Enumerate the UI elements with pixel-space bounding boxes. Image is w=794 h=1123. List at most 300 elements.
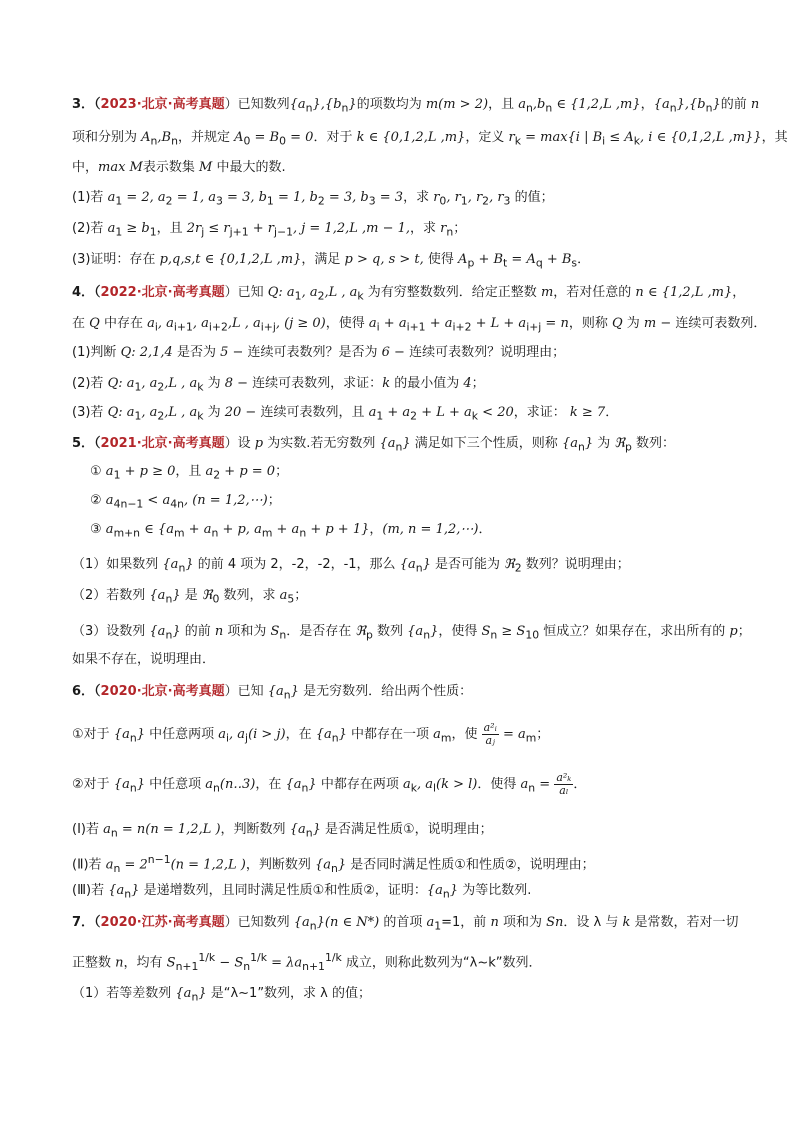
text-run: ，: [369, 522, 383, 537]
math-text: {a: [108, 883, 125, 898]
text-run: ．是否存在: [286, 624, 356, 639]
text-run: 在: [72, 316, 90, 331]
math-text: = 3, b: [324, 190, 369, 205]
text-run: ，且: [156, 221, 187, 236]
question-source: 2020·江苏·高考真题: [100, 915, 225, 930]
text-run: 满足如下三个性质，则称: [410, 436, 562, 451]
math-text: , r: [489, 190, 504, 205]
math-text: = 2: [120, 857, 148, 873]
text-run: (Ⅱ)若: [72, 857, 106, 873]
math-text: }: [136, 727, 145, 742]
math-text: ,L , a: [164, 376, 198, 391]
math-text: {a: [314, 857, 332, 873]
text-run: 中，: [72, 160, 99, 175]
q5-line-7: [72, 624, 751, 644]
text-run: 数列：: [631, 436, 675, 451]
math-text: p,q,s,t ∈ {0,1,2,L ,m}: [159, 252, 302, 267]
math-text: = 3, b: [222, 190, 267, 205]
text-run: 是否为: [172, 345, 221, 360]
q3-line-4: [72, 190, 742, 210]
math-text: r: [440, 221, 447, 236]
q4-line-3: [72, 345, 742, 361]
math-text: {a: [426, 883, 443, 898]
math-text: {a: [289, 822, 306, 837]
text-run: （2）若数列: [72, 588, 150, 603]
math-text: n: [124, 887, 132, 901]
math-text: t: [503, 256, 508, 270]
math-text: m: [440, 731, 452, 745]
math-text: 1: [460, 194, 468, 208]
math-text: Q: 2,1,4: [120, 345, 173, 360]
math-text: a: [426, 915, 435, 930]
math-text: 8 −: [224, 376, 249, 391]
math-text: n: [545, 101, 553, 115]
q6-line-6: [72, 883, 742, 903]
q3-line-5: [72, 221, 742, 241]
math-text: ,L , a: [227, 316, 261, 331]
math-text: < 20: [478, 405, 514, 420]
text-run: 数列，求: [219, 588, 280, 603]
text-run: ，使: [451, 727, 482, 742]
text-run: ）已知数列: [224, 97, 290, 112]
text-run: (2)若: [72, 376, 108, 391]
math-text: n: [490, 628, 498, 642]
math-text: i: [376, 320, 380, 334]
text-run: 是无穷数列．给出两个性质：: [298, 684, 473, 699]
text-run: 连续可表数列？是否为: [243, 345, 382, 360]
math-text: 2: [165, 194, 173, 208]
text-run: ，判断数列: [220, 822, 290, 837]
math-text: n: [211, 526, 219, 540]
text-run: ；: [471, 376, 485, 391]
math-text: {a: [407, 624, 424, 639]
fraction: $\frac{\text{a²ᵢ}}{\text{aⱼ}}$: [483, 721, 497, 747]
math-text: n: [528, 781, 536, 795]
math-text: m: [173, 526, 185, 540]
math-text: , r: [467, 190, 483, 205]
text-run: ，: [732, 285, 746, 300]
text-run: 是“λ~1”数列，求 λ 的值；: [206, 986, 372, 1001]
text-run: 中任意项: [144, 777, 206, 792]
text-run: (3)证明：存在: [72, 252, 160, 267]
math-text: a: [105, 857, 114, 873]
math-text: 4: [463, 376, 472, 391]
question-source: 2020·北京·高考真题: [100, 684, 225, 699]
fraction: $\frac{\text{a²ₖ}}{\text{aₗ}}$: [556, 771, 572, 797]
math-text: n: [279, 628, 287, 642]
math-text: r: [508, 130, 515, 145]
q5-line-1: [72, 436, 742, 456]
q7-line-2: [72, 950, 742, 975]
text-run: 6．（: [72, 684, 101, 699]
math-text: m+n: [113, 526, 141, 540]
q6-line-1: [72, 684, 742, 704]
text-run: 成立，则称此数列为“λ~k”数列．: [341, 955, 542, 971]
math-text: + a: [379, 316, 407, 331]
text-run: ；: [536, 727, 550, 742]
q4-line-4: [72, 376, 742, 396]
math-text: A: [458, 252, 468, 267]
math-text: {a: [149, 588, 166, 603]
math-text: k: [471, 409, 479, 423]
math-text: + B: [474, 252, 504, 267]
math-text: (n = 1,2,L ): [170, 857, 246, 873]
math-text: }: [338, 727, 347, 742]
math-text: }: [312, 822, 321, 837]
math-text: 3: [503, 194, 511, 208]
text-run: 7．（: [72, 915, 101, 930]
math-text: }: [290, 684, 299, 699]
math-text: + a: [425, 316, 453, 331]
text-run: 是否满足性质①，说明理由；: [320, 822, 493, 837]
math-text: ,B: [157, 130, 172, 145]
text-run: ②对于: [72, 777, 114, 792]
math-text: 1: [134, 409, 142, 423]
math-text: i: [602, 134, 606, 148]
math-text: n: [299, 526, 307, 540]
text-run: 的前 4 项为 2，-2，-2，-1，那么: [193, 557, 400, 572]
text-run: ，均有: [123, 955, 167, 971]
math-text: {a: [293, 915, 310, 930]
text-run: ．: [478, 522, 492, 537]
math-text: ≥ S: [497, 624, 526, 639]
math-text: i+2: [208, 320, 228, 334]
math-text: + B: [542, 252, 572, 267]
math-text: n: [341, 101, 349, 115]
text-run: 中任意两项: [144, 727, 219, 742]
math-text: 5: [287, 592, 295, 606]
text-run: 中最大的数.: [212, 160, 286, 175]
math-text: p: [624, 440, 632, 454]
math-text: < a: [143, 493, 171, 508]
text-run: 中都存在两项: [316, 777, 403, 792]
math-text: 3: [368, 194, 376, 208]
math-text: + a: [383, 405, 411, 420]
math-text: , (j ≥ 0): [275, 316, 326, 331]
text-run: 的值；: [510, 190, 554, 205]
text-run: ）已知: [224, 684, 268, 699]
math-text: j−1: [273, 225, 293, 239]
text-run: ．: [605, 405, 619, 420]
math-text: n: [113, 861, 121, 875]
q5-line-3: [90, 493, 760, 513]
text-run: ，则称: [568, 316, 612, 331]
math-text: 0: [439, 194, 447, 208]
math-text: n: [750, 97, 760, 112]
math-text: n: [669, 101, 677, 115]
math-text: 1/k: [324, 951, 342, 964]
math-text: 2: [157, 409, 165, 423]
math-text: max M: [98, 160, 143, 175]
text-run: (Ⅲ)若: [72, 883, 109, 898]
math-text: ,b: [532, 97, 546, 112]
math-text: n: [442, 887, 450, 901]
math-text: n: [129, 781, 137, 795]
math-text: n+1: [175, 959, 199, 973]
math-text: }: [136, 777, 145, 792]
math-text: p: [254, 436, 264, 451]
math-text: }: [198, 986, 207, 1001]
math-text: a: [107, 221, 116, 236]
math-text: m: [525, 731, 537, 745]
text-run: ，: [640, 97, 654, 112]
text-run: 的最小值为: [390, 376, 464, 391]
math-text: {a: [267, 684, 284, 699]
math-text: n: [191, 990, 199, 1004]
math-text: Q: [89, 316, 100, 331]
text-run: ；: [267, 493, 281, 508]
math-text: i+2: [452, 320, 472, 334]
text-run: ，判断数列: [245, 857, 315, 873]
math-text: (m, n = 1,2,⋯): [382, 522, 479, 537]
math-text: i+j: [260, 320, 276, 334]
math-text: = B: [250, 130, 280, 145]
math-text: (i > j): [248, 727, 286, 742]
math-text: ∈ {a: [140, 522, 174, 537]
text-run: ，并规定: [177, 130, 235, 145]
q3-line-6: [72, 252, 742, 272]
text-run: 连续可表数列，且: [256, 405, 369, 420]
math-text: {a: [113, 777, 130, 792]
math-text: 2r: [186, 221, 202, 236]
math-text: a: [205, 777, 214, 792]
question-source: 2022·北京·高考真题: [100, 285, 225, 300]
text-run: ②: [90, 493, 106, 508]
q4-line-1: [72, 285, 746, 305]
math-text: , a: [192, 316, 209, 331]
text-run: 是否同时满足性质①和性质②，说明理由；: [346, 857, 595, 873]
math-text: , a: [301, 285, 318, 300]
text-run: (3)若: [72, 405, 108, 420]
math-text: 10: [525, 628, 540, 642]
math-text: Q: a: [267, 285, 295, 300]
text-run: 3．（: [72, 97, 101, 112]
math-text: n: [423, 628, 431, 642]
math-text: k ≥ 7: [569, 405, 606, 420]
math-text: a: [205, 464, 214, 479]
math-text: n+1: [302, 959, 325, 973]
text-run: （3）设数列: [72, 624, 150, 639]
math-text: ℜ: [201, 588, 213, 603]
math-text: a: [518, 97, 526, 112]
math-text: + p + 1}: [306, 522, 370, 537]
text-run: 使得: [423, 252, 459, 267]
text-run: ；: [294, 588, 308, 603]
math-text: k: [197, 380, 204, 394]
math-text: }: [172, 624, 181, 639]
math-text: }: [422, 557, 431, 572]
q5-line-8: [72, 652, 742, 668]
math-text: p: [467, 256, 475, 270]
text-run: ）设: [224, 436, 255, 451]
math-text: , r: [446, 190, 461, 205]
math-text: 0: [279, 134, 286, 148]
math-text: n: [213, 781, 220, 795]
text-run: 是: [180, 588, 202, 603]
math-text: a: [279, 588, 288, 603]
math-text: k: [197, 409, 204, 423]
text-run: 为: [203, 376, 225, 391]
math-text: n: [525, 101, 533, 115]
text-run: ；: [275, 464, 289, 479]
math-text: ≥ b: [122, 221, 150, 236]
math-text: i+1: [406, 320, 426, 334]
math-text: }: [172, 588, 181, 603]
math-text: 20 −: [224, 405, 257, 420]
math-text: + p ≥ 0: [120, 464, 176, 479]
text-run: ，其: [761, 130, 788, 145]
math-text: , a: [141, 405, 158, 420]
q5-line-5: [72, 557, 742, 577]
math-text: a: [105, 493, 114, 508]
math-text: = n: [541, 316, 569, 331]
math-text: i: [226, 731, 230, 745]
text-run: ，定义: [465, 130, 509, 145]
math-text: n: [415, 561, 423, 575]
math-text: },{b: [676, 97, 706, 112]
text-run: (1)若: [72, 190, 108, 205]
math-text: ℜ: [614, 436, 625, 451]
math-text: n: [305, 826, 313, 840]
text-run: 为: [203, 405, 225, 420]
math-text: , (n = 1,2,⋯): [183, 493, 268, 508]
math-text: p: [366, 628, 373, 642]
math-text: a: [402, 777, 411, 792]
math-text: n: [577, 440, 585, 454]
math-text: r: [433, 190, 440, 205]
text-run: （1）如果数列: [72, 557, 163, 572]
math-text: }: [337, 857, 347, 873]
math-text: i+j: [526, 320, 542, 334]
math-text: n: [305, 101, 313, 115]
math-text: a: [218, 727, 227, 742]
text-run: 连续可表数列？说明理由；: [404, 345, 566, 360]
math-text: n ∈ {1,2,L ,m}: [635, 285, 733, 300]
text-run: (1)判断: [72, 345, 121, 360]
math-text: Q: a: [107, 376, 135, 391]
math-text: n: [165, 628, 173, 642]
text-run: ，若对任意的: [553, 285, 636, 300]
text-run: 项和分别为: [72, 130, 142, 145]
math-text: = a: [498, 727, 526, 742]
text-run: 为有穷整数数列．给定正整数: [363, 285, 541, 300]
q3-line-3: [72, 160, 742, 176]
text-run: 为实数.若无穷数列: [263, 436, 380, 451]
math-text: p: [729, 624, 738, 639]
math-text: 2: [213, 468, 221, 482]
text-run: ．使得: [477, 777, 521, 792]
math-text: 2: [482, 194, 490, 208]
math-text: {a: [175, 986, 192, 1001]
math-text: ≤ A: [605, 130, 634, 145]
text-run: 项和为: [498, 915, 547, 930]
math-text: {a: [149, 624, 166, 639]
text-run: ①对于: [72, 727, 114, 742]
math-text: a: [368, 405, 377, 420]
text-run: ．设 λ 与: [563, 915, 623, 930]
math-text: a: [433, 727, 441, 742]
math-text: a: [147, 316, 155, 331]
math-text: m(m > 2): [425, 97, 489, 112]
math-text: = 3: [375, 190, 404, 205]
math-text: k: [357, 289, 364, 303]
math-text: 1: [294, 289, 302, 303]
math-text: {a: [399, 557, 416, 572]
q3-line-2: [72, 130, 788, 150]
text-run: ，在: [285, 727, 316, 742]
math-text: (n‥3): [219, 777, 256, 792]
text-run: 如果不存在，说明理由．: [72, 652, 216, 667]
math-text: ℜ: [504, 557, 515, 572]
math-text: − S: [215, 955, 244, 971]
text-run: ；: [737, 624, 751, 639]
math-text: p > q, s > t,: [344, 252, 424, 267]
math-text: n: [171, 134, 178, 148]
q5-line-6: [72, 588, 742, 608]
q4-line-2: [72, 316, 767, 336]
text-run: ）已知数列: [224, 915, 294, 930]
q7-line-3: [72, 986, 742, 1006]
question-source: 2021·北京·高考真题: [100, 436, 225, 451]
math-text: + p = 0: [220, 464, 276, 479]
math-text: , a: [417, 777, 434, 792]
math-text: n: [165, 592, 173, 606]
math-text: 1: [113, 468, 121, 482]
math-text: }: [402, 436, 411, 451]
text-run: 表示数集: [142, 160, 200, 175]
math-text: }: [712, 97, 721, 112]
text-run: 是递增数列，且同时满足性质①和性质②，证明：: [139, 883, 427, 898]
math-text: s: [571, 256, 578, 270]
math-text: a: [107, 190, 116, 205]
math-text: 4n: [170, 497, 184, 511]
math-text: Q: [611, 316, 623, 331]
math-text: 1: [134, 380, 142, 394]
text-run: ③: [90, 522, 106, 537]
math-text: m: [261, 526, 273, 540]
math-text: },{b: [312, 97, 342, 112]
math-text: {a: [561, 436, 578, 451]
text-run: 的项数均为: [356, 97, 426, 112]
math-text: , a: [229, 727, 246, 742]
math-text: n: [129, 731, 137, 745]
math-text: n: [490, 915, 499, 930]
math-text: 1: [115, 225, 123, 239]
q6-line-3: [72, 772, 742, 797]
math-text: 4n−1: [113, 497, 144, 511]
text-run: ．: [577, 252, 591, 267]
math-text: k: [514, 134, 521, 148]
math-text: = A: [507, 252, 536, 267]
math-text: 2: [410, 409, 418, 423]
math-text: j: [201, 225, 205, 239]
math-text: n: [178, 561, 186, 575]
text-run: 恒成立？如果存在，求出所有的: [539, 624, 730, 639]
question-source: 2023·北京·高考真题: [100, 97, 225, 112]
math-text: =: [535, 777, 555, 792]
math-text: A: [234, 130, 244, 145]
math-text: {a: [162, 557, 179, 572]
math-text: 1/k: [198, 951, 216, 964]
math-text: }: [131, 883, 140, 898]
text-run: 为等比数列.: [458, 883, 532, 898]
text-run: 数列: [372, 624, 408, 639]
math-text: n: [331, 861, 338, 875]
math-text: {a: [289, 97, 306, 112]
math-text: 2: [317, 289, 325, 303]
text-run: 4．（: [72, 285, 101, 300]
text-run: 是常数，若对一切: [630, 915, 739, 930]
